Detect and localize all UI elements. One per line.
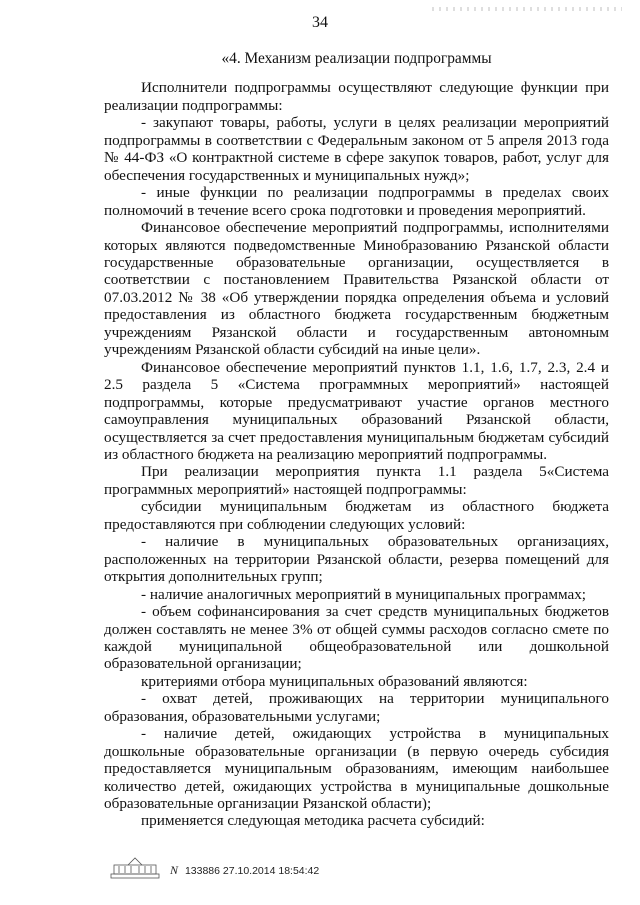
paragraph: критериями отбора муниципальных образований являются: — [141, 672, 528, 690]
paragraph: Финансовое обеспечение мероприятий пунктов 1.1, 1.6, 1.7, 2.3, 2.4 и 2.5 раздела 5 «Система программных мероприятий» настоящей подпрограммы, которые предусматривают участие органов местного самоуправления муниципальных образований Рязанской области, осуществляется за счет предоставления муниципальным бюджетам субсидий из областного бюджета на реализацию мероприятий подпрограммы. — [104, 358, 609, 463]
emblem-stamp-icon — [110, 856, 160, 880]
paragraph: При реализации мероприятия пункта 1.1 раздела 5«Система программных мероприятий» настоящей подпрограммы: — [104, 463, 609, 498]
paragraph: - охват детей, проживающих на территории муниципального образования, образовательными услугами; — [104, 690, 609, 725]
footer-symbol: N — [170, 863, 179, 877]
paragraph: субсидии муниципальным бюджетам из областного бюджета предоставляются при соблюдении следующих условий: — [104, 498, 609, 533]
paragraph: - наличие в муниципальных образовательных организациях, расположенных на территории Рязанской области, резерва помещений для открытия дополнительных групп; — [104, 533, 609, 586]
paragraph: Финансовое обеспечение мероприятий подпрограммы, исполнителями которых являются подведомственные Минобразованию Рязанской области государственные образовательные организации, осуществляется в соответствии с постановлением Правительства Рязанской области от 07.03.2012 № 38 «Об утверждении порядка определения объема и условий предоставления из областного бюджета государственным бюджетным учреждениям Рязанской области и государственным автономным учреждениям Рязанской области субсидий на иные цели». — [104, 219, 609, 359]
paragraph: применяется следующая методика расчета субсидий: — [141, 812, 485, 830]
scan-artifact — [432, 7, 622, 11]
document-body — [104, 50, 609, 830]
paragraph: - наличие аналогичных мероприятий в муниципальных программах; — [141, 585, 587, 603]
page-number: 34 — [312, 14, 328, 31]
paragraph: Исполнители подпрограммы осуществляют следующие функции при реализации подпрограммы: — [104, 79, 609, 114]
paragraph: - иные функции по реализации подпрограммы в пределах своих полномочий в течение всего срока подготовки и проведения мероприятий. — [104, 184, 609, 219]
paragraph: - наличие детей, ожидающих устройства в муниципальных дошкольные образовательные организации (в первую очередь субсидия предоставляется муниципальным образованиям, имеющим наибольшее количество детей, ожидающих устройства в муниципальные дошкольные образовательные организации Рязанской области); — [104, 725, 609, 813]
section-heading: «4. Механизм реализации подпрограммы — [221, 50, 492, 67]
footer-text: 133886 27.10.2014 18:54:42 — [184, 865, 320, 877]
paragraph: - закупают товары, работы, услуги в целях реализации мероприятий подпрограммы в соответствии с Федеральным законом от 5 апреля 2013 года № 44-ФЗ «О контрактной системе в сфере закупок товаров, работ, услуг для обеспечения государственных и муниципальных нужд»; — [104, 114, 609, 184]
paragraph: - объем софинансирования за счет средств муниципальных бюджетов должен составлять не менее 3% от общей суммы расходов согласно смете по каждой муниципальной общеобразовательной или дошкольной образовательной организации; — [104, 603, 609, 673]
footer-registration — [170, 863, 319, 878]
